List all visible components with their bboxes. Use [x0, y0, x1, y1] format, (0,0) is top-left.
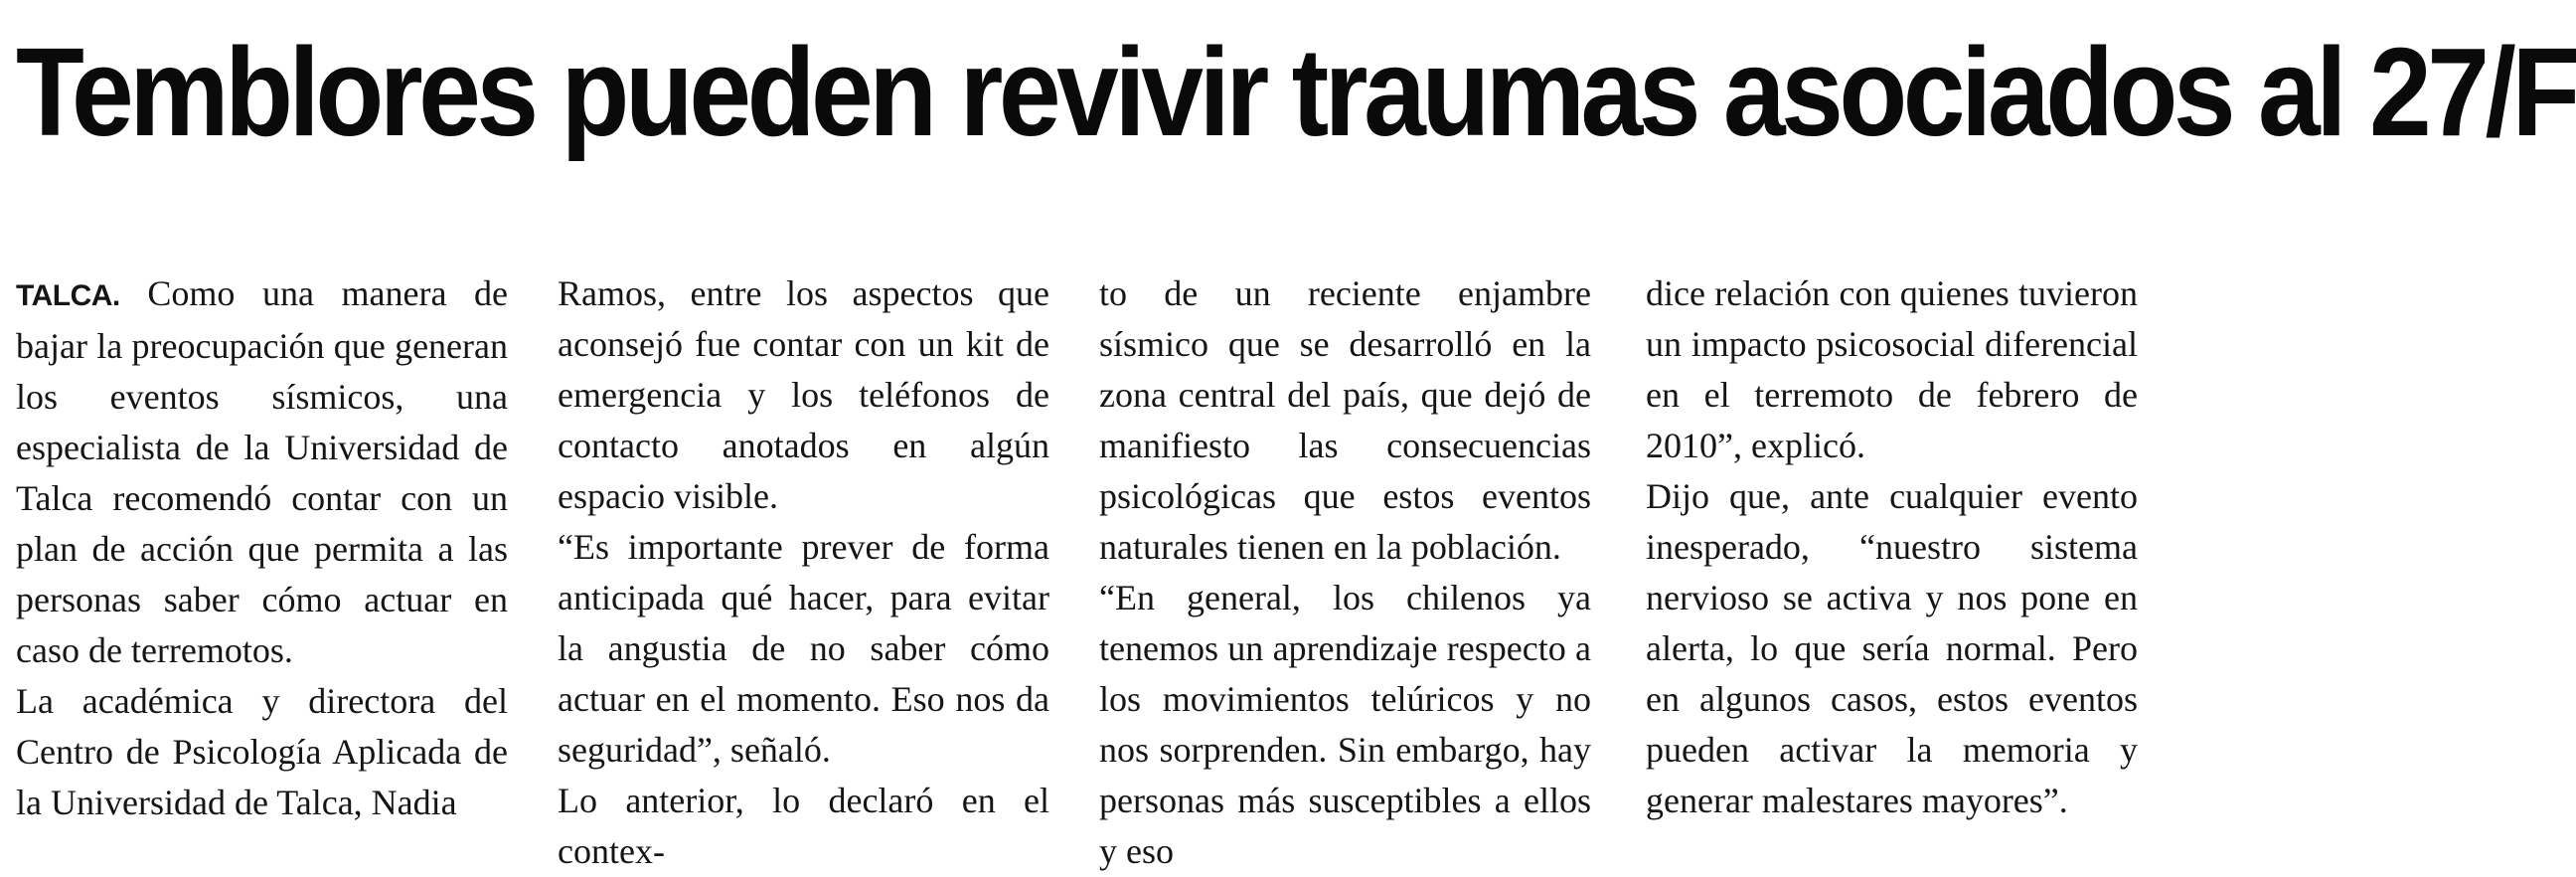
article-column-1	[16, 268, 508, 835]
article-paragraph: dice relación con quienes tuvieron un impacto psicosocial diferencial en el terremoto de febrero de 2010”, explicó.	[1646, 273, 2138, 465]
article-column-4	[1646, 268, 2138, 835]
article-column-2	[558, 268, 1049, 871]
article-paragraph: Dijo que, ante cualquier evento inesperado, “nuestro sistema nervioso se activa y nos pone en alerta, lo que sería normal. Pero en algunos casos, estos eventos pueden activar la memoria y generar malestares mayores”.	[1646, 476, 2138, 820]
article-paragraph: Ramos, entre los aspectos que aconsejó fue contar con un kit de emergencia y los teléfonos de contacto anotados en algún espacio visible.	[558, 273, 1049, 516]
article-paragraph: Lo anterior, lo declaró en el contex-	[558, 781, 1049, 871]
article-paragraph: to de un reciente enjambre sísmico que se desarrolló en la zona central del país, que dejó de manifiesto las consecuencias psicológicas que estos eventos naturales tienen en la población.	[1099, 273, 1591, 567]
article-body	[16, 268, 2143, 871]
article-paragraph: La académica y directora del Centro de Psicología Aplicada de la Universidad de Talca, Nadia	[16, 681, 508, 822]
dateline: TALCA.	[16, 279, 120, 312]
article-headline: Temblores pueden revivir traumas asociados al 27/F	[16, 22, 2576, 162]
article-paragraph: “Es importante prever de forma anticipada qué hacer, para evitar la angustia de no saber cómo actuar en el momento. Eso nos da seguridad”, señaló.	[558, 527, 1049, 770]
article-paragraph	[16, 268, 508, 676]
paragraph-text: Como una manera de bajar la preocupación que generan los eventos sísmicos, una especialista de la Universidad de Talca recomendó contar con un plan de acción que permita a las personas saber cómo actuar en caso de terremotos.	[16, 273, 509, 670]
article-paragraph: “En general, los chilenos ya tenemos un aprendizaje respecto a los movimientos telúricos y no nos sorprenden. Sin embargo, hay personas más susceptibles a ellos y eso	[1099, 578, 1591, 871]
article-column-3	[1099, 268, 1591, 871]
